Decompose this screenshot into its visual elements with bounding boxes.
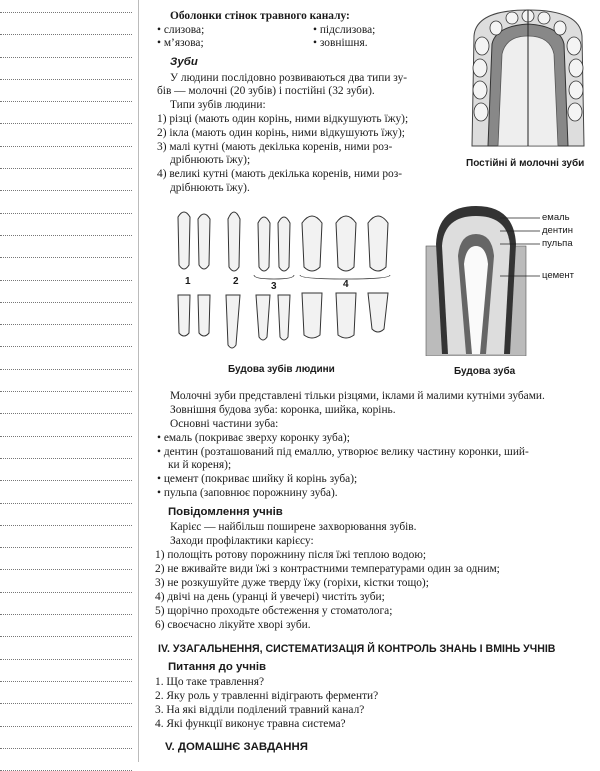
note-line: [0, 703, 132, 704]
note-line: [0, 480, 132, 481]
note-line: [0, 257, 132, 258]
note-line: [0, 280, 132, 281]
note-line: [0, 748, 132, 749]
tooth-part-item: • цемент (покриває шийку й корінь зуба);: [157, 473, 358, 485]
note-line: [0, 547, 132, 548]
tooth-label-leaders: [500, 214, 542, 278]
note-line: [0, 57, 132, 58]
structure-line: Основні частини зуба:: [170, 418, 279, 430]
tooth-part-item: ки й кореня);: [168, 459, 232, 471]
note-line: [0, 146, 132, 147]
reports-line: Заходи профілактики карієсу:: [170, 535, 314, 547]
note-line: [0, 569, 132, 570]
tooth-types-heading: Типи зубів людини:: [170, 99, 266, 111]
section-v-heading: V. ДОМАШНЄ ЗАВДАННЯ: [165, 741, 308, 753]
prevention-item: 1) полощіть ротову порожнину після їжі теплою водою;: [155, 549, 427, 561]
tooth-group-number: 1: [185, 276, 191, 287]
membrane-item: • м’язова;: [157, 37, 204, 49]
membranes-heading: Оболонки стінок травного каналу:: [170, 10, 350, 22]
note-line: [0, 436, 132, 437]
tooth-group-number: 2: [233, 276, 239, 287]
structure-line: Молочні зуби представлені тільки різцями, іклами й малими кутніми зубами.: [170, 390, 545, 402]
note-line: [0, 592, 132, 593]
note-line: [0, 101, 132, 102]
tooth-part-item: • емаль (покриває зверху коронку зуба);: [157, 432, 350, 444]
teeth-intro-line: У людини послідовно розвиваються два типи зу-: [170, 72, 408, 84]
note-line: [0, 525, 132, 526]
note-line: [0, 726, 132, 727]
note-line: [0, 659, 132, 660]
teeth-intro-line: бів — молочні (20 зубів) і постійні (32 зуби).: [157, 85, 375, 97]
tooth-type-item: дрібнюють їжу);: [170, 154, 251, 166]
note-line: [0, 12, 132, 13]
teeth-types-illustration: [170, 205, 400, 355]
note-line: [0, 614, 132, 615]
note-line: [0, 79, 132, 80]
question-item: 3. На які відділи поділений травний канал?: [155, 704, 365, 716]
membrane-item: • підслизова;: [313, 24, 376, 36]
tooth-type-item: 1) різці (мають один корінь, ними відкушують їжу);: [157, 113, 409, 125]
question-item: 1. Що таке травлення?: [155, 676, 265, 688]
tooth-label: пульпа: [542, 238, 573, 249]
note-line: [0, 681, 132, 682]
note-line: [0, 190, 132, 191]
tooth-part-item: • дентин (розташований під емаллю, утворює велику частину коронки, ший-: [157, 446, 529, 458]
tooth-type-item: дрібнюють їжу).: [170, 182, 250, 194]
note-line: [0, 302, 132, 303]
note-line: [0, 458, 132, 459]
note-line: [0, 168, 132, 169]
questions-heading: Питання до учнів: [168, 661, 267, 673]
note-line: [0, 413, 132, 414]
tooth-part-item: • пульпа (заповнює порожнину зуба).: [157, 487, 338, 499]
note-line: [0, 503, 132, 504]
tooth-type-item: 2) ікла (мають один корінь, ними відкушують їжу);: [157, 127, 405, 139]
jaw-caption: Постійні й молочні зуби: [466, 158, 585, 169]
teeth-caption: Будова зубів людини: [228, 364, 335, 375]
tooth-group-number: 3: [271, 281, 277, 292]
note-line: [0, 213, 132, 214]
question-item: 4. Які функції виконує травна система?: [155, 718, 346, 730]
note-line: [0, 34, 132, 35]
note-line: [0, 123, 132, 124]
tooth-caption: Будова зуба: [454, 366, 516, 377]
prevention-item: 5) щорічно проходьте обстеження у стоматолога;: [155, 605, 393, 617]
tooth-type-item: 4) великі кутні (мають декілька коренів, ними роз-: [157, 168, 402, 180]
note-line: [0, 346, 132, 347]
question-item: 2. Яку роль у травленні відіграють ферменти?: [155, 690, 379, 702]
tooth-type-item: 3) малі кутні (мають декілька коренів, ними роз-: [157, 141, 393, 153]
note-line: [0, 324, 132, 325]
tooth-label: емаль: [542, 212, 570, 223]
tooth-group-number: 4: [343, 279, 349, 290]
note-line: [0, 636, 132, 637]
reports-heading: Повідомлення учнів: [168, 506, 283, 518]
tooth-label: дентин: [542, 225, 573, 236]
section-iv-heading: IV. УЗАГАЛЬНЕННЯ, СИСТЕМАТИЗАЦІЯ Й КОНТРОЛЬ ЗНАНЬ І ВМІНЬ УЧНІВ: [158, 643, 556, 655]
structure-line: Зовнішня будова зуба: коронка, шийка, корінь.: [170, 404, 396, 416]
teeth-heading: Зуби: [170, 56, 198, 68]
notes-margin-lines: [0, 0, 132, 762]
tooth-label: цемент: [542, 270, 575, 281]
prevention-item: 2) не вживайте види їжі з контрастними температурами один за одним;: [155, 563, 500, 575]
jaw-illustration: [466, 6, 590, 152]
note-line: [0, 235, 132, 236]
prevention-item: 6) своєчасно лікуйте хворі зуби.: [155, 619, 311, 631]
note-line: [0, 391, 132, 392]
margin-divider: [138, 0, 139, 762]
reports-line: Карієс — найбільш поширене захворювання зубів.: [170, 521, 417, 533]
note-line: [0, 369, 132, 370]
prevention-item: 4) двічі на день (уранці й увечері) чистіть зуби;: [155, 591, 385, 603]
membrane-item: • зовнішня.: [313, 37, 368, 49]
membrane-item: • слизова;: [157, 24, 205, 36]
prevention-item: 3) не розкушуйте дуже тверду їжу (горіхи, кістки тощо);: [155, 577, 429, 589]
